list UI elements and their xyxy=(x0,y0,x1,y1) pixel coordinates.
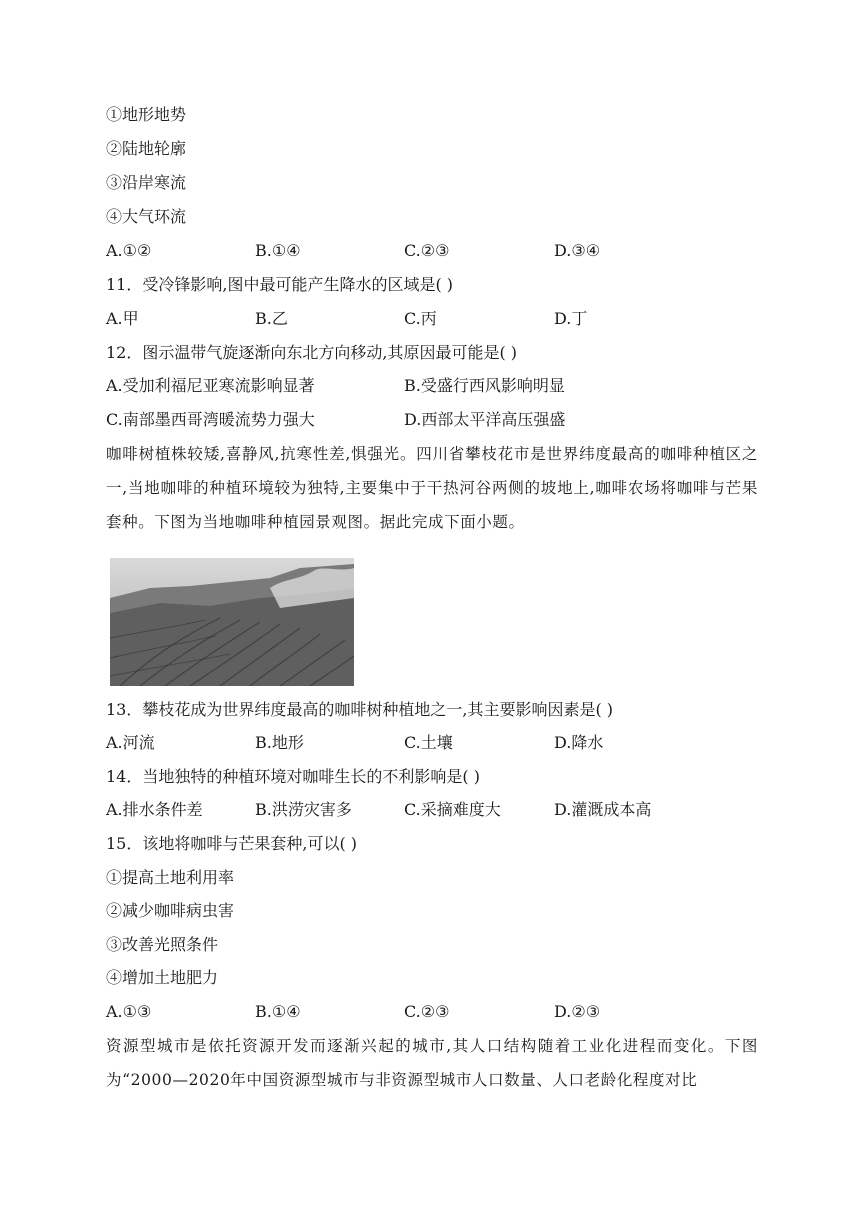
option-c: C.②③ xyxy=(404,1002,450,1021)
option-a: A.甲 xyxy=(106,309,139,328)
option-d: D.丁 xyxy=(554,309,588,328)
choice-item: ③沿岸寒流 xyxy=(106,173,187,192)
choice-item: ④大气环流 xyxy=(106,207,187,226)
reading-passage: 咖啡树植株较矮,喜静风,抗寒性差,惧强光。四川省攀枝花市是世界纬度最高的咖啡种植区之一,当地咖啡的种植环境较为独特,主要集中于干热河谷两侧的坡地上,咖啡农场将咖啡与芒果套种。下图为当地咖啡种植园景观图。据此完成下面小题。 xyxy=(106,445,758,531)
option-b: B.①④ xyxy=(255,241,301,260)
option-c: C.南部墨西哥湾暖流势力强大 xyxy=(106,410,315,429)
coffee-plantation-photo xyxy=(110,558,354,686)
question-stem: 15．该地将咖啡与芒果套种,可以( ) xyxy=(106,834,358,853)
question-stem: 12．图示温带气旋逐渐向东北方向移动,其原因最可能是( ) xyxy=(106,343,518,362)
option-b: B.乙 xyxy=(255,309,288,328)
option-a: A.①③ xyxy=(106,1002,152,1021)
option-a: A.①② xyxy=(106,241,152,260)
option-d: D.灌溉成本高 xyxy=(554,800,652,819)
option-c: C.土壤 xyxy=(404,733,453,752)
question-stem: 11．受冷锋影响,图中最可能产生降水的区域是( ) xyxy=(106,275,454,294)
option-a: A.受加利福尼亚寒流影响显著 xyxy=(106,376,315,395)
choice-item: ①提高土地利用率 xyxy=(106,868,235,887)
choice-item: ③改善光照条件 xyxy=(106,935,219,954)
option-c: C.②③ xyxy=(404,241,450,260)
option-d: D.②③ xyxy=(554,1002,601,1021)
option-d: D.降水 xyxy=(554,733,604,752)
reading-passage: 资源型城市是依托资源开发而逐渐兴起的城市,其人口结构随着工业化进程而变化。下图为“2000—2020年中国资源型城市与非资源型城市人口数量、人口老龄化程度对比 xyxy=(106,1037,758,1089)
choice-item: ①地形地势 xyxy=(106,105,187,124)
question-stem: 14．当地独特的种植环境对咖啡生长的不利影响是( ) xyxy=(106,767,480,786)
option-c: C.采摘难度大 xyxy=(404,800,501,819)
option-b: B.受盛行西风影响明显 xyxy=(404,376,565,395)
option-a: A.河流 xyxy=(106,733,155,752)
option-d: D.③④ xyxy=(554,241,601,260)
option-a: A.排水条件差 xyxy=(106,800,203,819)
question-stem: 13．攀枝花成为世界纬度最高的咖啡树种植地之一,其主要影响因素是( ) xyxy=(106,700,614,719)
option-b: B.地形 xyxy=(255,733,304,752)
choice-item: ②陆地轮廓 xyxy=(106,139,187,158)
choice-item: ④增加土地肥力 xyxy=(106,968,219,987)
option-c: C.丙 xyxy=(404,309,437,328)
option-b: B.洪涝灾害多 xyxy=(255,800,352,819)
option-d: D.西部太平洋高压强盛 xyxy=(404,410,566,429)
choice-item: ②减少咖啡病虫害 xyxy=(106,901,235,920)
option-b: B.①④ xyxy=(255,1002,301,1021)
